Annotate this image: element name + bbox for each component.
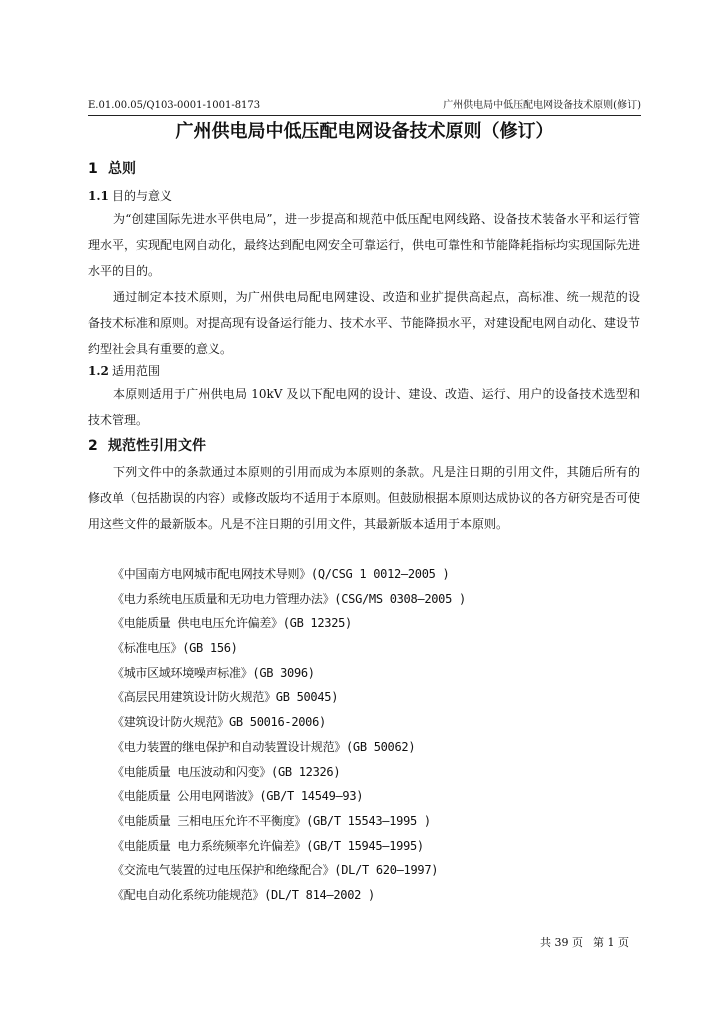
section-number: 2 (88, 438, 98, 454)
paragraph: 通过制定本技术原则，为广州供电局配电网建设、改造和业扩提供高起点，高标准、统一规范的设备技术标准和原则。对提高现有设备运行能力、技术水平、节能降损水平，对建设配电网自动化、建设节约型社会具有重要的意义。 (88, 290, 641, 356)
page-header (88, 99, 641, 116)
reference-item: 《电能质量 电压波动和闪变》(GB 12326) (112, 764, 341, 779)
subsection-heading-1-1 (88, 187, 172, 205)
reference-item: 《电力装置的继电保护和自动装置设计规范》(GB 50062) (112, 739, 416, 754)
reference-item: 《高层民用建筑设计防火规范》GB 50045) (112, 690, 339, 705)
subsection-title: 目的与意义 (112, 189, 173, 203)
page-footer (540, 936, 639, 950)
header-doc-title: 广州供电局中低压配电网设备技术原则(修订) (443, 100, 641, 111)
page-title: 广州供电局中低压配电网设备技术原则（修订） (175, 121, 554, 142)
subsection-heading-1-2 (88, 362, 160, 380)
reference-item: 《电能质量 电力系统频率允许偏差》(GB/T 15945—1995) (112, 838, 424, 853)
subsection-number: 1.1 (88, 189, 109, 203)
section-number: 1 (88, 161, 98, 177)
reference-item: 《电能质量 公用电网谐波》(GB/T 14549—93) (112, 789, 364, 804)
subsection-number: 1.2 (88, 364, 109, 378)
doc-code: E.01.00.05/Q103-0001-1001-8173 (88, 100, 261, 111)
paragraph: 下列文件中的条款通过本原则的引用而成为本原则的条款。凡是注日期的引用文件，其随后所有的修改单（包括勘误的内容）或修改版均不适用于本原则。但鼓励根据本原则达成协议的各方研究是否可使用这些文件的最新版本。凡是不注日期的引用文件，其最新版本适用于本原则。 (88, 465, 641, 531)
total-pages: 共 39 页 (540, 936, 583, 949)
paragraph: 为“创建国际先进水平供电局”，进一步提高和规范中低压配电网线路、设备技术装备水平和运行管理水平，实现配电网自动化，最终达到配电网安全可靠运行，供电可靠性和节能降耗指标均实现国际先进水平的目的。 (88, 212, 641, 278)
reference-item: 《城市区域环境噪声标准》(GB 3096) (112, 665, 315, 680)
reference-item: 《交流电气装置的过电压保护和绝缘配合》(DL/T 620—1997) (112, 863, 439, 878)
section-heading-2 (88, 436, 206, 456)
section-title: 规范性引用文件 (108, 438, 206, 454)
section-heading-1 (88, 159, 136, 179)
reference-item: 《标准电压》(GB 156) (112, 641, 238, 656)
paragraph: 本原则适用于广州供电局 10kV 及以下配电网的设计、建设、改造、运行、用户的设备技术选型和技术管理。 (88, 387, 640, 427)
current-page: 第 1 页 (593, 936, 629, 949)
reference-item: 《建筑设计防火规范》GB 50016-2006) (112, 715, 326, 730)
section-title: 总则 (108, 161, 136, 177)
reference-item: 《电能质量 三相电压允许不平衡度》(GB/T 15543—1995 ) (112, 813, 431, 828)
subsection-title: 适用范围 (112, 364, 161, 378)
reference-list (112, 562, 632, 908)
reference-item: 《配电自动化系统功能规范》(DL/T 814—2002 ) (112, 887, 375, 902)
reference-item: 《电力系统电压质量和无功电力管理办法》(CSG/MS 0308—2005 ) (112, 591, 466, 606)
reference-item: 《电能质量 供电电压允许偏差》(GB 12325) (112, 616, 352, 631)
reference-item: 《中国南方电网城市配电网技术导则》(Q/CSG 1 0012—2005 ) (112, 567, 450, 581)
